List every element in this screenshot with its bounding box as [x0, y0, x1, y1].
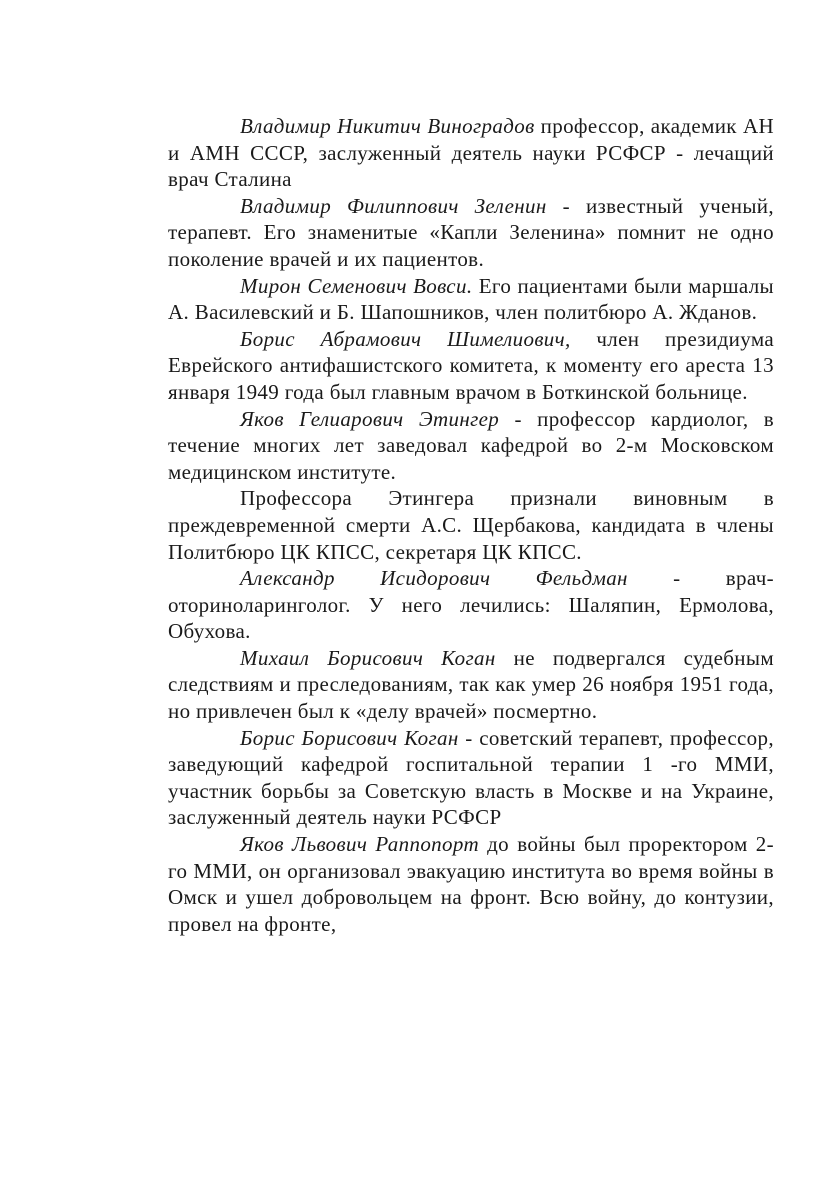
person-name: Борис Борисович Коган — [240, 725, 459, 750]
paragraph-etinger-verdict — [168, 485, 774, 565]
paragraph-text: - известный ученый, терапевт. Его знаменитые «Капли Зеленина» помнит не одно поколение врачей и их пациентов. — [168, 193, 774, 271]
paragraph-text: - советский терапевт, профессор, заведующий кафедрой госпитальной терапии 1 -го ММИ, участник борьбы за Советскую власть в Москве и на Украине, заслуженный деятель науки РСФСР — [168, 725, 774, 830]
paragraph-zelenin — [168, 193, 774, 273]
paragraph-text: до войны был проректором 2-го ММИ, он организовал эвакуацию института во время войны в Омск и ушел добровольцем на фронт. Всю войну, до контузии, провел на фронте, — [168, 832, 774, 936]
paragraph-vovsi — [168, 273, 774, 326]
paragraph-text: Его пациентами были маршалы А. Василевский и Б. Шапошников, член политбюро А. Жданов. — [168, 273, 774, 325]
paragraph-rappoport — [168, 831, 774, 937]
paragraph-text: член президиума Еврейского антифашистского комитета, к моменту его ареста 13 января 1949 года был главным врачом в Боткинской больнице. — [168, 326, 774, 404]
paragraph-text: Профессора Этингера признали виновным в преждевременной смерти А.С. Щербакова, кандидата в члены Политбюро ЦК КПСС, секретаря ЦК КПСС. — [168, 486, 774, 564]
person-name: Мирон Семенович Вовси. — [240, 273, 473, 298]
person-name: Борис Абрамович Шимелиович, — [240, 326, 571, 351]
person-name: Владимир Никитич Виноградов — [240, 114, 535, 138]
paragraph-shimeliovich — [168, 326, 774, 406]
paragraph-text: - профессор кардиолог, в течение многих лет заведовал кафедрой во 2-м Московском медицинском институте. — [168, 406, 774, 484]
person-name: Владимир Филиппович Зеленин — [240, 193, 547, 218]
paragraph-b-kogan — [168, 725, 774, 831]
paragraph-text: - врач-оториноларинголог. У него лечились: Шаляпин, Ермолова, Обухова. — [168, 566, 774, 644]
document-page — [168, 113, 774, 937]
paragraph-m-kogan — [168, 645, 774, 725]
paragraph-text: профессор, академик АН и АМН СССР, заслуженный деятель науки РСФСР - лечащий врач Сталина — [168, 114, 774, 192]
paragraph-text: не подвергался судебным следствиям и преследованиям, так как умер 26 ноября 1951 года, но привлечен был к «делу врачей» посмертно. — [168, 645, 774, 724]
paragraph-feldman — [168, 565, 774, 645]
person-name: Михаил Борисович Коган — [240, 645, 496, 670]
person-name: Яков Гелиарович Этингер — [240, 406, 500, 431]
paragraph-vinogradov — [168, 113, 774, 193]
person-name: Александр Исидорович Фельдман — [240, 566, 628, 591]
paragraph-etinger — [168, 406, 774, 486]
person-name: Яков Львович Раппопорт — [240, 832, 479, 857]
